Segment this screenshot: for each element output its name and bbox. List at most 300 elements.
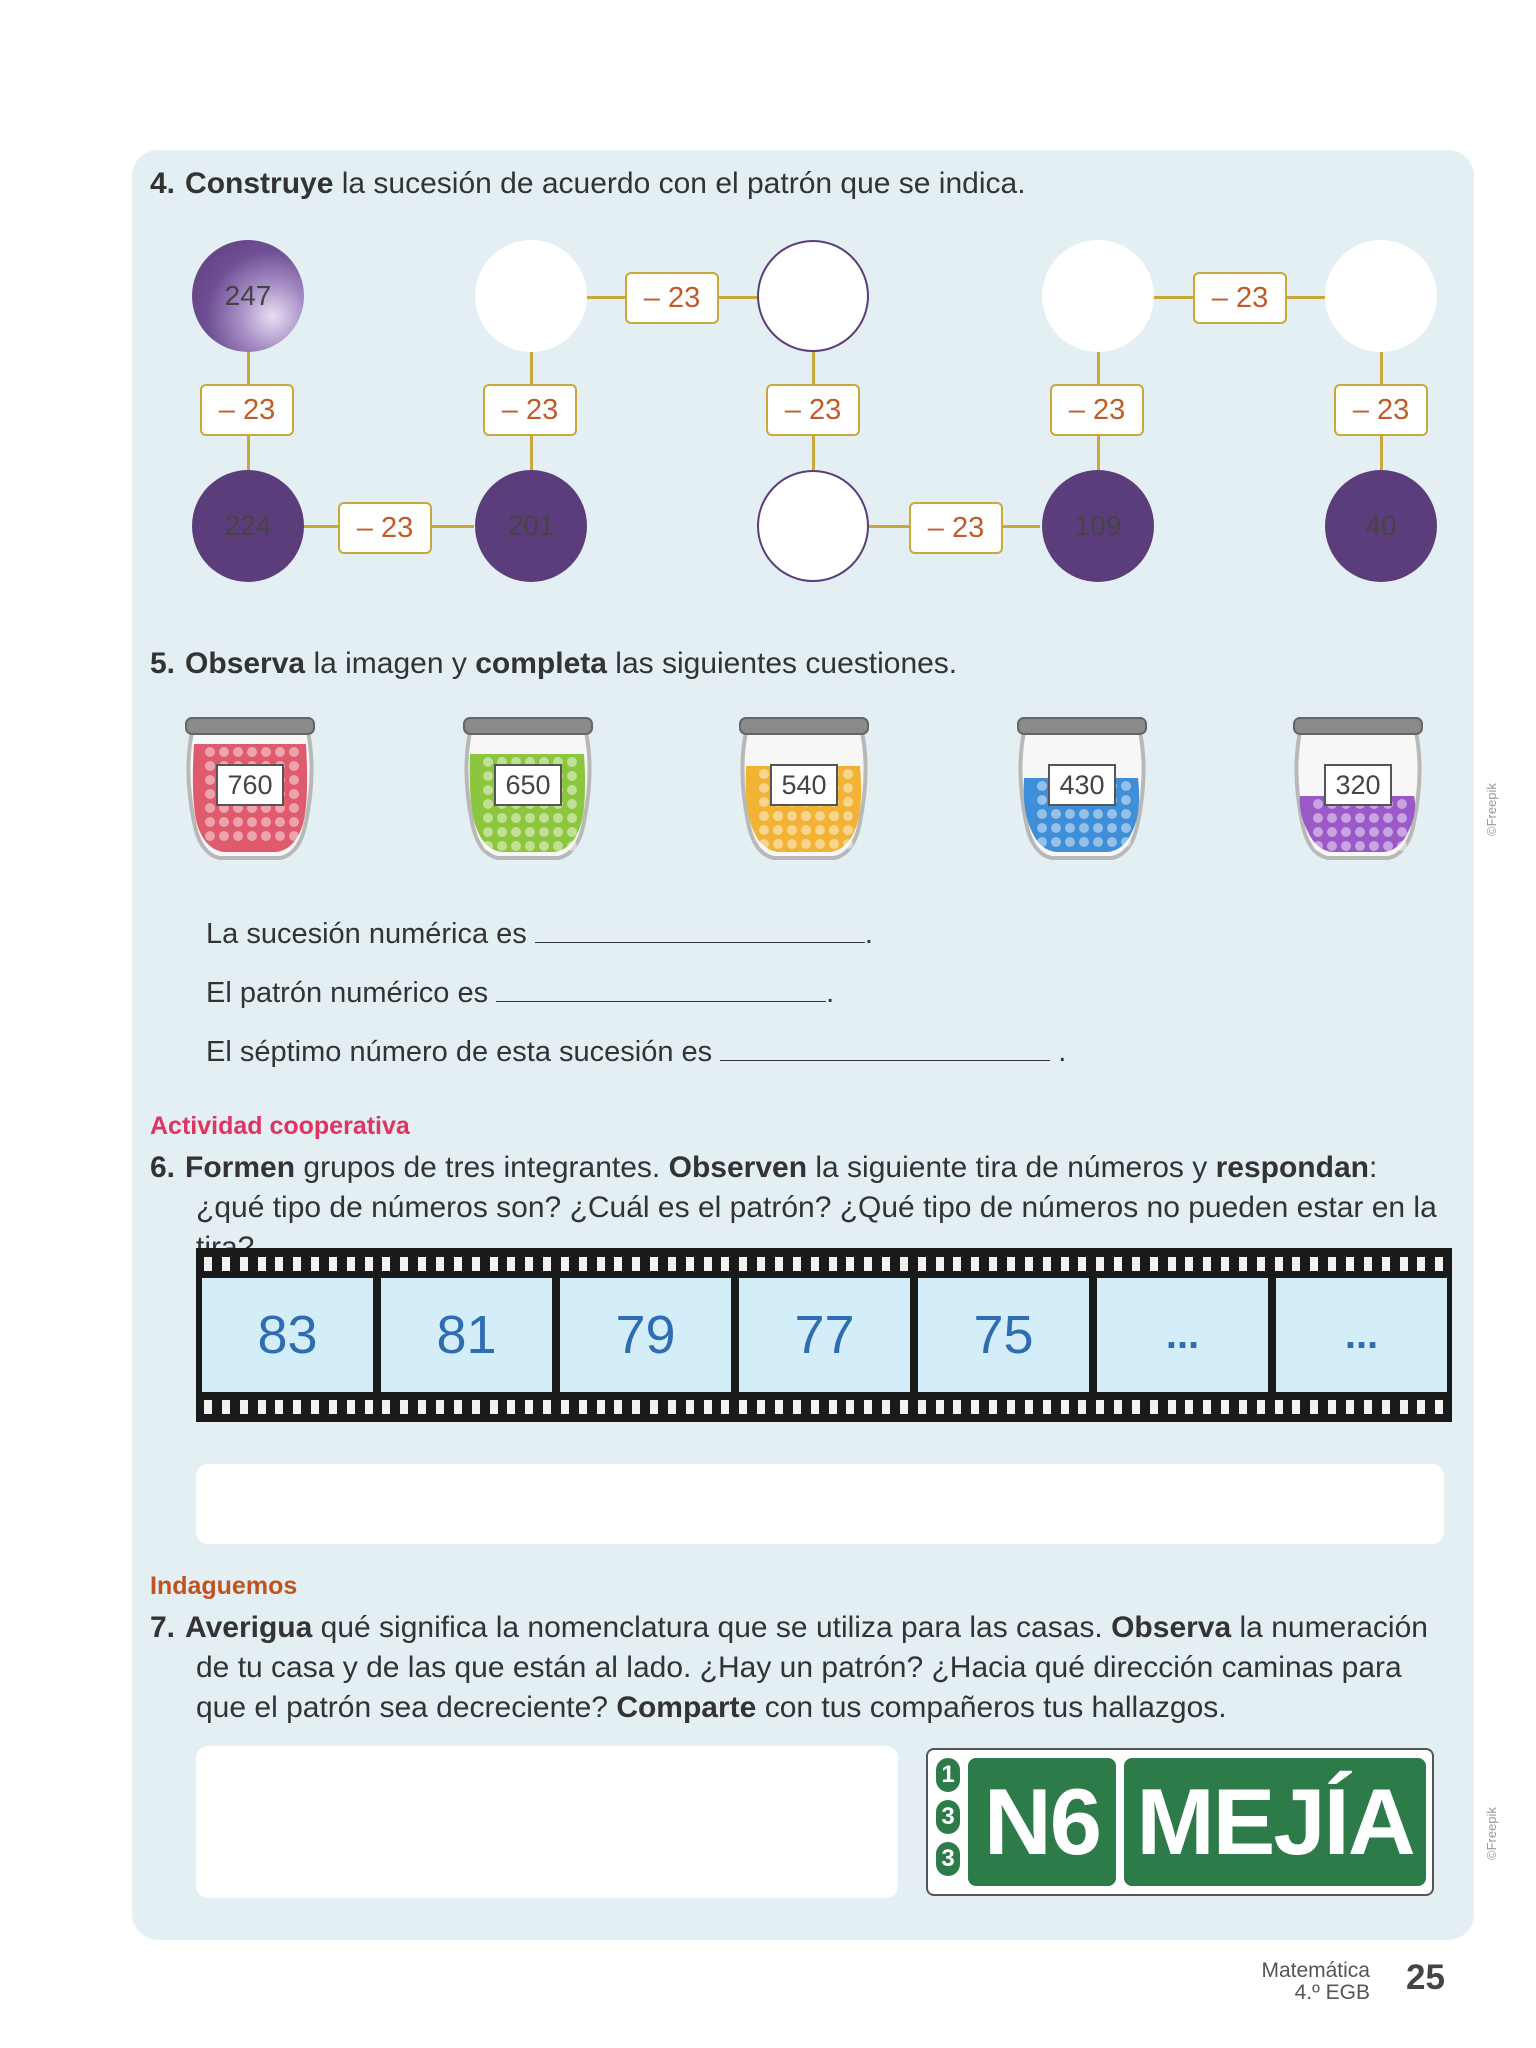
perforation bbox=[918, 1400, 926, 1414]
jar-number-label: 540 bbox=[770, 764, 838, 806]
perforation bbox=[543, 1257, 551, 1271]
jar-number-label: 320 bbox=[1324, 764, 1392, 806]
jar-lid bbox=[464, 718, 592, 734]
candy bbox=[1065, 809, 1075, 819]
perforation bbox=[668, 1400, 676, 1414]
sequence-circle: 201 bbox=[475, 470, 587, 582]
perforation bbox=[1221, 1257, 1229, 1271]
candy bbox=[1121, 837, 1131, 847]
perforation bbox=[1025, 1257, 1033, 1271]
perforation bbox=[365, 1400, 373, 1414]
candy bbox=[219, 817, 229, 827]
perforation bbox=[1382, 1257, 1390, 1271]
candy bbox=[567, 757, 577, 767]
candy bbox=[1355, 813, 1365, 823]
perforation bbox=[1150, 1400, 1158, 1414]
candy bbox=[483, 841, 493, 851]
perforation bbox=[1096, 1257, 1104, 1271]
perforation bbox=[704, 1400, 712, 1414]
candy bbox=[759, 839, 769, 849]
candy bbox=[525, 813, 535, 823]
street-sign bbox=[926, 1748, 1434, 1896]
candy bbox=[497, 813, 507, 823]
candy bbox=[1037, 823, 1047, 833]
candy bbox=[801, 825, 811, 835]
candy bbox=[1313, 799, 1323, 809]
perforation bbox=[1132, 1400, 1140, 1414]
perforation bbox=[1292, 1400, 1300, 1414]
candy bbox=[567, 785, 577, 795]
operation-box: – 23 bbox=[1050, 384, 1144, 436]
perforation bbox=[1203, 1400, 1211, 1414]
perforation bbox=[1185, 1400, 1193, 1414]
sequence-circle-blank[interactable] bbox=[757, 470, 869, 582]
perforation bbox=[436, 1400, 444, 1414]
candy bbox=[1341, 841, 1351, 851]
candy bbox=[289, 803, 299, 813]
perforation bbox=[721, 1257, 729, 1271]
candy bbox=[829, 811, 839, 821]
candy bbox=[1355, 827, 1365, 837]
candy bbox=[247, 831, 257, 841]
perforation bbox=[1292, 1257, 1300, 1271]
answer-blank[interactable] bbox=[535, 916, 865, 943]
candy bbox=[205, 831, 215, 841]
candy bbox=[275, 817, 285, 827]
perforation bbox=[436, 1257, 444, 1271]
candy bbox=[247, 747, 257, 757]
candy bbox=[1327, 841, 1337, 851]
perforation bbox=[1007, 1257, 1015, 1271]
perforation bbox=[936, 1257, 944, 1271]
sequence-circle-blank[interactable] bbox=[757, 240, 869, 352]
operation-box: – 23 bbox=[200, 384, 294, 436]
perforation bbox=[864, 1257, 872, 1271]
perforation bbox=[311, 1257, 319, 1271]
perforation bbox=[222, 1257, 230, 1271]
candy bbox=[1037, 795, 1047, 805]
candy bbox=[483, 799, 493, 809]
candy bbox=[289, 761, 299, 771]
candy bbox=[1079, 823, 1089, 833]
perforation bbox=[579, 1257, 587, 1271]
candy bbox=[205, 761, 215, 771]
candy bbox=[1121, 795, 1131, 805]
candy-jar bbox=[180, 712, 320, 862]
jar-lid bbox=[740, 718, 868, 734]
perforation bbox=[1150, 1257, 1158, 1271]
candy bbox=[801, 811, 811, 821]
candy bbox=[1327, 827, 1337, 837]
candy bbox=[511, 827, 521, 837]
perforation bbox=[793, 1257, 801, 1271]
perforation bbox=[650, 1400, 658, 1414]
perforation bbox=[846, 1257, 854, 1271]
candy bbox=[1079, 809, 1089, 819]
candy bbox=[829, 825, 839, 835]
candy bbox=[553, 841, 563, 851]
footer-subject: Matemática 4.º EGB bbox=[1261, 1959, 1370, 2004]
perforation bbox=[1435, 1257, 1443, 1271]
candy bbox=[247, 817, 257, 827]
jar-lid bbox=[1294, 718, 1422, 734]
candy bbox=[1037, 809, 1047, 819]
candy bbox=[511, 841, 521, 851]
candy bbox=[1383, 813, 1393, 823]
film-frame-number: 77 bbox=[739, 1278, 910, 1392]
perforation bbox=[490, 1400, 498, 1414]
perforation bbox=[400, 1257, 408, 1271]
candy-jar bbox=[458, 712, 598, 862]
perforation bbox=[347, 1400, 355, 1414]
perforation bbox=[365, 1257, 373, 1271]
perforation bbox=[1078, 1400, 1086, 1414]
candy bbox=[205, 803, 215, 813]
perforation bbox=[329, 1257, 337, 1271]
perforation bbox=[936, 1400, 944, 1414]
perforation bbox=[275, 1257, 283, 1271]
perforation bbox=[1257, 1257, 1265, 1271]
perforation bbox=[882, 1400, 890, 1414]
perforation bbox=[507, 1400, 515, 1414]
perforation bbox=[900, 1257, 908, 1271]
candy bbox=[1037, 781, 1047, 791]
perforation bbox=[775, 1257, 783, 1271]
perforation bbox=[1417, 1257, 1425, 1271]
candy bbox=[539, 813, 549, 823]
answer-blank[interactable] bbox=[496, 975, 826, 1002]
perforation bbox=[918, 1257, 926, 1271]
candy bbox=[1037, 837, 1047, 847]
sequence-answer-line: La sucesión numérica es . bbox=[206, 918, 873, 950]
candy bbox=[483, 771, 493, 781]
perforation bbox=[632, 1400, 640, 1414]
sequence-circle-blank[interactable] bbox=[1042, 240, 1154, 352]
candy bbox=[497, 841, 507, 851]
candy bbox=[289, 789, 299, 799]
candy bbox=[1093, 809, 1103, 819]
image-credit: ©Freepik bbox=[1484, 783, 1499, 836]
perforation bbox=[561, 1257, 569, 1271]
candy bbox=[815, 839, 825, 849]
perforation bbox=[1203, 1257, 1211, 1271]
operation-box: – 23 bbox=[338, 502, 432, 554]
candy bbox=[843, 811, 853, 821]
perforation bbox=[472, 1257, 480, 1271]
operation-box: – 23 bbox=[1334, 384, 1428, 436]
perforation bbox=[418, 1257, 426, 1271]
section-heading-research: Indaguemos bbox=[150, 1572, 298, 1600]
perforation bbox=[222, 1400, 230, 1414]
candy bbox=[1341, 827, 1351, 837]
candy bbox=[759, 783, 769, 793]
sequence-circle: 109 bbox=[1042, 470, 1154, 582]
candy bbox=[829, 839, 839, 849]
perforation bbox=[1061, 1400, 1069, 1414]
candy bbox=[1107, 823, 1117, 833]
perforation bbox=[1382, 1400, 1390, 1414]
image-credit: ©Freepik bbox=[1484, 1807, 1499, 1860]
perforation bbox=[793, 1400, 801, 1414]
candy bbox=[1397, 813, 1407, 823]
perforation bbox=[275, 1400, 283, 1414]
perforation bbox=[1239, 1257, 1247, 1271]
perforation bbox=[1435, 1400, 1443, 1414]
operation-box: – 23 bbox=[483, 384, 577, 436]
sign-street-name: MEJÍA bbox=[1124, 1758, 1426, 1886]
perforation bbox=[1007, 1400, 1015, 1414]
film-frame-number: 83 bbox=[202, 1278, 373, 1392]
candy bbox=[289, 775, 299, 785]
perforation bbox=[1346, 1257, 1354, 1271]
perforation bbox=[382, 1257, 390, 1271]
perforation bbox=[953, 1257, 961, 1271]
perforation bbox=[1310, 1400, 1318, 1414]
candy bbox=[539, 841, 549, 851]
perforation bbox=[686, 1400, 694, 1414]
candy bbox=[483, 785, 493, 795]
candy bbox=[205, 817, 215, 827]
perforation bbox=[632, 1257, 640, 1271]
sequence-circle-blank[interactable] bbox=[475, 240, 587, 352]
candy bbox=[1313, 841, 1323, 851]
film-frame-number: 75 bbox=[918, 1278, 1089, 1392]
candy bbox=[759, 769, 769, 779]
perforation bbox=[1025, 1400, 1033, 1414]
film-frame-number: ... bbox=[1097, 1278, 1268, 1392]
perforation bbox=[1132, 1257, 1140, 1271]
candy bbox=[483, 757, 493, 767]
section-heading-cooperative: Actividad cooperativa bbox=[150, 1112, 410, 1140]
perforation bbox=[614, 1400, 622, 1414]
perforation bbox=[543, 1400, 551, 1414]
perforation bbox=[490, 1257, 498, 1271]
perforation bbox=[561, 1400, 569, 1414]
perforation bbox=[1043, 1257, 1051, 1271]
candy bbox=[1397, 799, 1407, 809]
perforation bbox=[1346, 1400, 1354, 1414]
candy bbox=[1397, 841, 1407, 851]
candy bbox=[553, 813, 563, 823]
answer-box-question-7[interactable] bbox=[196, 1746, 898, 1898]
perforation bbox=[614, 1257, 622, 1271]
perforation bbox=[1257, 1400, 1265, 1414]
perforation bbox=[525, 1257, 533, 1271]
perforation bbox=[597, 1257, 605, 1271]
perforation bbox=[846, 1400, 854, 1414]
answer-box-question-6[interactable] bbox=[196, 1464, 1444, 1544]
candy bbox=[1079, 837, 1089, 847]
perforation bbox=[1328, 1400, 1336, 1414]
candy bbox=[787, 825, 797, 835]
perforation bbox=[507, 1257, 515, 1271]
perforation bbox=[1096, 1400, 1104, 1414]
candy bbox=[553, 827, 563, 837]
candy bbox=[1313, 813, 1323, 823]
perforation bbox=[293, 1257, 301, 1271]
candy bbox=[275, 747, 285, 757]
candy bbox=[773, 811, 783, 821]
perforation bbox=[668, 1257, 676, 1271]
sequence-circle-blank[interactable] bbox=[1325, 240, 1437, 352]
candy bbox=[815, 811, 825, 821]
jar-number-label: 430 bbox=[1048, 764, 1116, 806]
candy-jar bbox=[1288, 712, 1428, 862]
question-4-text: 4. Construye la sucesión de acuerdo con el patrón que se indica. bbox=[150, 167, 1026, 200]
candy bbox=[1369, 813, 1379, 823]
candy bbox=[1093, 837, 1103, 847]
candy bbox=[1051, 823, 1061, 833]
perforation bbox=[1417, 1400, 1425, 1414]
candy bbox=[759, 811, 769, 821]
candy bbox=[1355, 841, 1365, 851]
candy bbox=[567, 799, 577, 809]
candy bbox=[1313, 827, 1323, 837]
candy bbox=[1051, 809, 1061, 819]
perforation bbox=[472, 1400, 480, 1414]
perforation bbox=[1114, 1400, 1122, 1414]
perforation bbox=[579, 1400, 587, 1414]
perforation bbox=[864, 1400, 872, 1414]
perforation bbox=[971, 1257, 979, 1271]
candy bbox=[815, 825, 825, 835]
candy bbox=[275, 831, 285, 841]
candy bbox=[1397, 827, 1407, 837]
perforation bbox=[739, 1257, 747, 1271]
perforation bbox=[1310, 1257, 1318, 1271]
answer-blank[interactable] bbox=[720, 1034, 1050, 1061]
perforation bbox=[382, 1400, 390, 1414]
candy bbox=[567, 771, 577, 781]
candy bbox=[1121, 823, 1131, 833]
perforation bbox=[739, 1400, 747, 1414]
operation-box: – 23 bbox=[1193, 272, 1287, 324]
perforation bbox=[329, 1400, 337, 1414]
candy bbox=[1107, 809, 1117, 819]
candy bbox=[539, 827, 549, 837]
candy bbox=[1369, 827, 1379, 837]
candy bbox=[843, 825, 853, 835]
candy bbox=[1121, 781, 1131, 791]
candy bbox=[525, 827, 535, 837]
sequence-circle: 40 bbox=[1325, 470, 1437, 582]
page-number: 25 bbox=[1406, 1958, 1445, 1997]
perforation bbox=[882, 1257, 890, 1271]
question-7-text: 7. Averigua qué significa la nomenclatura que se utiliza para las casas. Observa la numeración de tu casa y de las que están al lado. ¿Hay un patrón? ¿Hacia qué dirección caminas para que el patrón sea decreciente? Comparte con tus compañeros tus hallazgos. bbox=[150, 1611, 1428, 1724]
operation-box: – 23 bbox=[625, 272, 719, 324]
film-perforations bbox=[204, 1400, 1444, 1414]
perforation bbox=[1221, 1400, 1229, 1414]
perforation bbox=[971, 1400, 979, 1414]
perforation bbox=[1168, 1257, 1176, 1271]
jar-lid bbox=[1018, 718, 1146, 734]
perforation bbox=[1185, 1257, 1193, 1271]
perforation bbox=[1400, 1400, 1408, 1414]
candy bbox=[483, 813, 493, 823]
perforation bbox=[454, 1257, 462, 1271]
operation-box: – 23 bbox=[766, 384, 860, 436]
sequence-circle: 224 bbox=[192, 470, 304, 582]
perforation bbox=[258, 1257, 266, 1271]
sequence-circle: 247 bbox=[192, 240, 304, 352]
perforation bbox=[347, 1257, 355, 1271]
perforation bbox=[900, 1400, 908, 1414]
candy bbox=[1051, 837, 1061, 847]
perforation bbox=[597, 1400, 605, 1414]
perforation bbox=[989, 1257, 997, 1271]
candy bbox=[567, 827, 577, 837]
jar-number-label: 760 bbox=[216, 764, 284, 806]
perforation bbox=[204, 1400, 212, 1414]
perforation bbox=[811, 1400, 819, 1414]
candy bbox=[483, 827, 493, 837]
perforation bbox=[1043, 1400, 1051, 1414]
candy bbox=[205, 775, 215, 785]
candy bbox=[1383, 827, 1393, 837]
jar-lid bbox=[186, 718, 314, 734]
perforation bbox=[757, 1400, 765, 1414]
perforation bbox=[400, 1400, 408, 1414]
candy bbox=[1065, 837, 1075, 847]
candy-jar bbox=[1012, 712, 1152, 862]
perforation bbox=[775, 1400, 783, 1414]
perforation bbox=[258, 1400, 266, 1414]
perforation bbox=[953, 1400, 961, 1414]
perforation bbox=[204, 1257, 212, 1271]
sign-house-digit: 3 bbox=[936, 1842, 960, 1876]
candy bbox=[1341, 813, 1351, 823]
operation-box: – 23 bbox=[909, 502, 1003, 554]
candy-jar bbox=[734, 712, 874, 862]
perforation bbox=[686, 1257, 694, 1271]
perforation bbox=[1061, 1257, 1069, 1271]
film-perforations bbox=[204, 1257, 1444, 1271]
candy bbox=[233, 747, 243, 757]
candy bbox=[289, 817, 299, 827]
candy bbox=[1065, 823, 1075, 833]
candy bbox=[843, 783, 853, 793]
candy bbox=[289, 747, 299, 757]
perforation bbox=[704, 1257, 712, 1271]
candy bbox=[1327, 813, 1337, 823]
film-frame-number: 79 bbox=[560, 1278, 731, 1392]
seventh-number-answer-line: El séptimo número de esta sucesión es . bbox=[206, 1036, 1067, 1068]
candy bbox=[1369, 841, 1379, 851]
perforation bbox=[1364, 1257, 1372, 1271]
candy bbox=[843, 797, 853, 807]
perforation bbox=[1078, 1257, 1086, 1271]
perforation bbox=[757, 1257, 765, 1271]
candy bbox=[773, 839, 783, 849]
perforation bbox=[1275, 1257, 1283, 1271]
candy bbox=[261, 747, 271, 757]
sign-street-code: N6 bbox=[968, 1758, 1116, 1886]
candy bbox=[205, 747, 215, 757]
candy bbox=[567, 813, 577, 823]
sign-house-digit: 1 bbox=[936, 1758, 960, 1792]
perforation bbox=[1275, 1400, 1283, 1414]
candy bbox=[773, 825, 783, 835]
perforation bbox=[1114, 1257, 1122, 1271]
candy bbox=[233, 817, 243, 827]
candy bbox=[261, 817, 271, 827]
perforation bbox=[1400, 1257, 1408, 1271]
perforation bbox=[989, 1400, 997, 1414]
perforation bbox=[525, 1400, 533, 1414]
candy bbox=[787, 839, 797, 849]
candy bbox=[843, 769, 853, 779]
candy bbox=[1093, 823, 1103, 833]
